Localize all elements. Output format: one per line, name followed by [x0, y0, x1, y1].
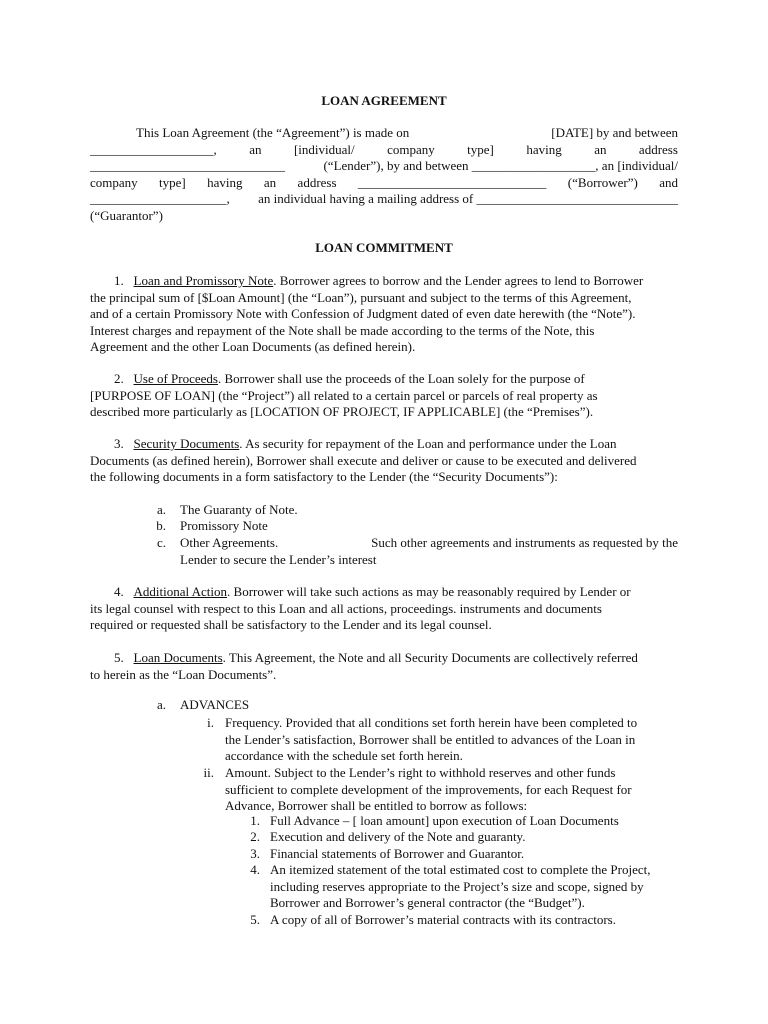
- list-text: Borrower and Borrower’s general contractor (the “Budget”).: [270, 895, 585, 910]
- blank-field: _____________________________: [357, 174, 547, 190]
- section-title: LOAN COMMITMENT: [315, 240, 453, 255]
- section-text: Interest charges and repayment of the Note shall be made according to the terms of the Note, this: [90, 322, 595, 338]
- preamble-text: an individual having a mailing address of _______________________________: [258, 191, 678, 206]
- section-text: to herein as the “Loan Documents”.: [90, 666, 277, 682]
- section-3: [90, 436, 678, 486]
- list-marker: ii.: [203, 765, 214, 780]
- section-text: Borrower agrees to borrow and the Lender agrees to lend to Borrower: [279, 273, 644, 288]
- blank-field: ______________________________: [90, 158, 285, 173]
- list-text: Other Agreements.: [180, 535, 279, 550]
- preamble-word: type]: [467, 141, 494, 157]
- section-number: 3.: [114, 436, 124, 451]
- list-text: the Lender’s satisfaction, Borrower shall be entitled to advances of the Loan in: [225, 731, 636, 747]
- preamble-word: address: [638, 141, 678, 157]
- list-text: Financial statements of Borrower and Guarantor.: [270, 846, 525, 861]
- section-2: 2. Use of Proceeds . Borrower shall use the proceeds of the Loan solely for the purpose of [PURPOSE OF LOAN] (the “Project”) all related to a certain parcel or parcels of real property as described more particularly as [LOCATION OF PROJECT, IF APPLICABLE] (the “Premises”).: [90, 371, 598, 419]
- list-heading: ADVANCES: [180, 697, 250, 712]
- preamble-word: type]: [159, 174, 186, 190]
- list-text: The Guaranty of Note.: [180, 502, 298, 517]
- list-text: accordance with the schedule set forth herein.: [225, 748, 463, 763]
- list-text: An itemized statement of the total estimated cost to complete the Project,: [270, 862, 651, 877]
- section-text: Documents (as defined herein), Borrower shall execute and deliver or cause to be executed and delivered: [90, 452, 637, 468]
- list-text: Such other agreements and instruments as requested by the: [371, 535, 678, 550]
- list-marker: 2.: [250, 829, 260, 844]
- list-text: including reserves appropriate to the Project’s size and scope, signed by: [270, 878, 644, 894]
- section-number: 2.: [114, 371, 124, 386]
- preamble-word: having: [526, 141, 562, 157]
- section-text: [PURPOSE OF LOAN] (the “Project”) all related to a certain parcel or parcels of real property as: [90, 387, 598, 403]
- preamble-word: (“Borrower”): [567, 174, 638, 190]
- section-number: 1.: [114, 273, 124, 288]
- section-text: . This Agreement, the Note and all Security Documents are collectively referred: [222, 650, 638, 665]
- section-5: [90, 650, 678, 683]
- preamble-text: [DATE] by and between: [551, 125, 678, 140]
- list-text: Promissory Note: [180, 518, 268, 533]
- section-text: required or requested shall be satisfactory to the Lender and its legal counsel.: [90, 617, 492, 632]
- section-text: described more particularly as [LOCATION OF PROJECT, IF APPLICABLE] (the “Premises”).: [90, 404, 594, 419]
- section-text: and of a certain Promissory Note with Confession of Judgment dated of even date herewith (the “Note”).: [90, 306, 636, 321]
- section-text: Borrower will take such actions as may be reasonably required by Lender or: [233, 584, 631, 599]
- section-heading: Additional Action: [133, 584, 228, 599]
- list-text: Execution and delivery of the Note and guaranty.: [270, 829, 526, 844]
- preamble-word: having: [207, 174, 243, 190]
- preamble-word: an: [263, 174, 277, 190]
- blank-field: _____________________,: [90, 191, 230, 206]
- preamble-text: This Loan Agreement (the “Agreement”) is made on: [136, 125, 410, 140]
- list-marker: 5.: [250, 912, 260, 927]
- section-text: the following documents in a form satisfactory to the Lender (the “Security Documents”):: [90, 469, 558, 484]
- preamble-word: company: [387, 141, 435, 157]
- section-text: . As security for repayment of the Loan and performance under the Loan: [239, 436, 617, 451]
- section-number: 4.: [114, 584, 124, 599]
- list-text: sufficient to complete development of the improvements, for each Request for: [225, 781, 632, 797]
- section-4: 4. Additional Action . Borrower will take such actions as may be reasonably required by Lender or its legal counsel with respect to this Loan and all actions, proceedings. instruments and documents required or requested shall be satisfactory to the Lender and its legal counsel.: [90, 584, 631, 632]
- preamble-word: address: [297, 174, 337, 190]
- list-marker: b.: [156, 518, 166, 533]
- section-heading: Security Documents: [133, 436, 240, 451]
- preamble-word: an: [594, 141, 607, 157]
- section-text: its legal counsel with respect to this Loan and all actions, proceedings. instruments and documents: [90, 600, 602, 616]
- section-1: 1. Loan and Promissory Note . Borrower agrees to borrow and the Lender agrees to lend to Borrower the principal sum of [$Loan Amount] (the “Loan”), pursuant and subject to the terms of this Agreement, and of a certain Promissory Note with Confession of Judgment dated of even date herewith (the “Note”). Interest charges and repayment of the Note shall be made according to the terms of the Note, this Agreement and the other Loan Documents (as defined herein).: [90, 273, 644, 354]
- list-marker: i.: [207, 715, 214, 730]
- list-marker: c.: [156, 535, 166, 550]
- section-text: Borrower shall use the proceeds of the Loan solely for the purpose of: [224, 371, 585, 386]
- section-heading: Loan Documents: [133, 650, 223, 665]
- preamble-word: [individual/: [293, 141, 355, 157]
- list-marker: a.: [156, 502, 166, 517]
- preamble-word: an: [249, 141, 262, 157]
- list-text: Lender to secure the Lender’s interest: [180, 551, 377, 567]
- list-text: Amount. Subject to the Lender’s right to withhold reserves and other funds: [225, 765, 616, 780]
- list-text: Frequency. Provided that all conditions set forth herein have been completed to: [225, 715, 638, 730]
- preamble-text: (“Lender”), by and between ___________________, an [individual/: [323, 158, 678, 173]
- list-marker: 1.: [250, 813, 260, 828]
- list-text: Full Advance – [ loan amount] upon execution of Loan Documents: [270, 813, 619, 828]
- preamble: [90, 125, 678, 224]
- list-text: Advance, Borrower shall be entitled to borrow as follows:: [225, 798, 528, 813]
- preamble-text: (“Guarantor”): [90, 207, 163, 223]
- section-number: 5.: [114, 650, 124, 665]
- preamble-word: company: [90, 174, 138, 190]
- section-text: Agreement and the other Loan Documents (as defined herein).: [90, 339, 416, 354]
- section-heading: Loan and Promissory Note: [133, 273, 274, 288]
- blank-field: ___________________,: [90, 141, 217, 157]
- list-text: A copy of all of Borrower’s material contracts with its contractors.: [270, 912, 616, 927]
- list-marker: 3.: [250, 846, 260, 861]
- section-heading: Use of Proceeds: [133, 371, 218, 386]
- list-marker: 4.: [250, 862, 260, 877]
- document-title: LOAN AGREEMENT: [321, 93, 447, 108]
- section-text: the principal sum of [$Loan Amount] (the “Loan”), pursuant and subject to the terms of this Agreement,: [90, 289, 632, 305]
- preamble-word: and: [659, 174, 678, 190]
- list-marker: a.: [156, 697, 166, 712]
